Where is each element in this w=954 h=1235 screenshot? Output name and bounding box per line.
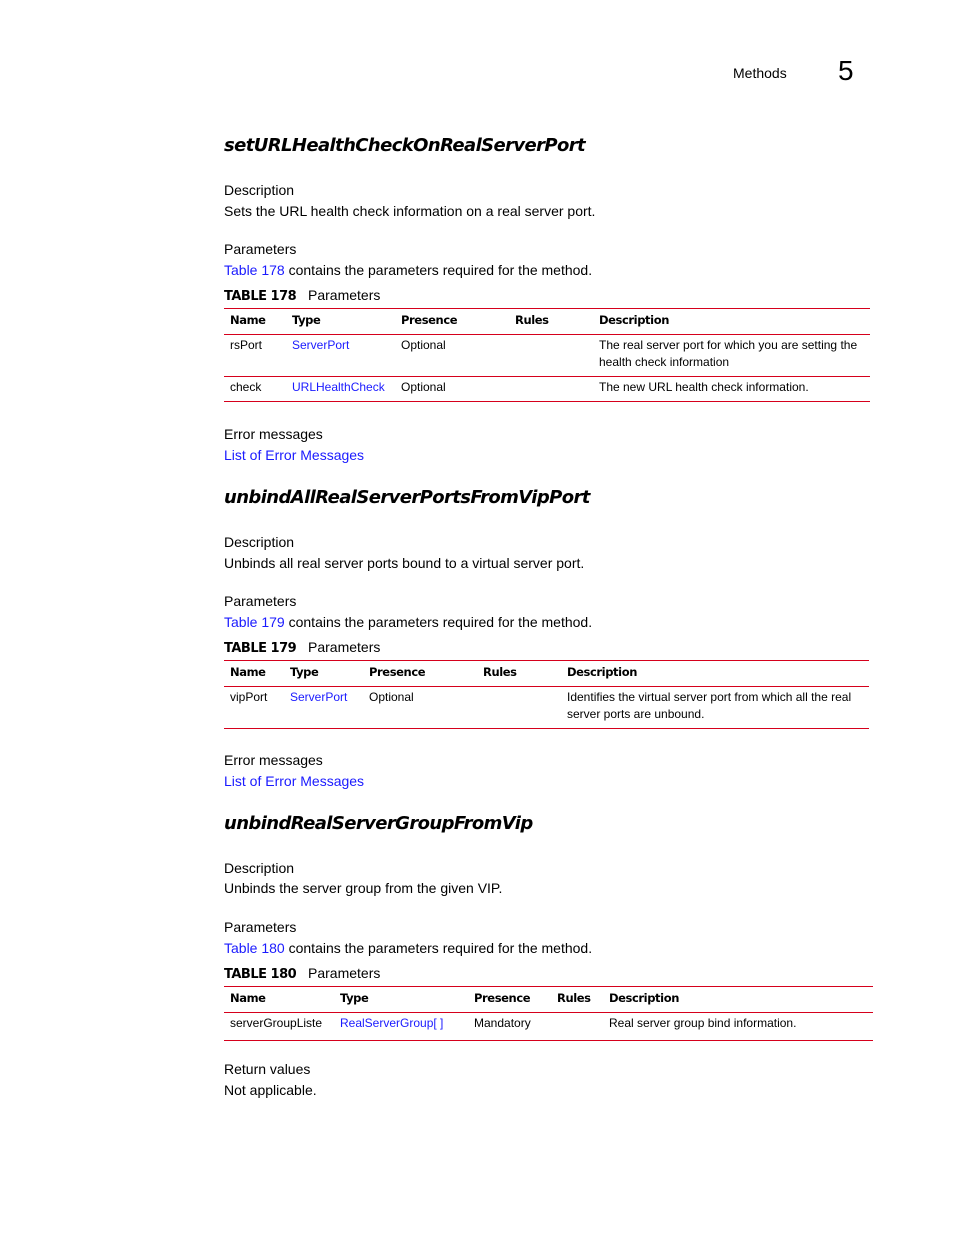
table-number: TABLE 179 xyxy=(224,641,297,656)
table-row xyxy=(224,335,870,377)
error-messages-link[interactable]: List of Error Messages xyxy=(224,773,365,789)
column-header-description: Description xyxy=(561,661,869,687)
cell-description: Identifies the virtual server port from which all the real server ports are unbound. xyxy=(561,687,869,729)
table-178-link[interactable]: Table 178 xyxy=(224,262,285,278)
column-header-description: Description xyxy=(593,309,870,335)
column-header-type: Type xyxy=(284,661,363,687)
column-header-name: Name xyxy=(224,987,334,1013)
cell-rules xyxy=(509,377,593,402)
return-values-text: Not applicable. xyxy=(224,1082,317,1098)
description-text: Unbinds the server group from the given VIP. xyxy=(224,880,503,896)
description-heading: Description xyxy=(224,534,295,550)
column-header-presence: Presence xyxy=(395,309,509,335)
parameters-heading: Parameters xyxy=(224,919,297,935)
table-caption xyxy=(224,964,380,984)
cell-type-link[interactable]: URLHealthCheck xyxy=(286,377,395,402)
table-180-link[interactable]: Table 180 xyxy=(224,940,285,956)
description-text: Unbinds all real server ports bound to a virtual server port. xyxy=(224,555,585,571)
table-caption xyxy=(224,638,380,658)
parameters-table-180 xyxy=(224,986,873,1041)
table-reference-sentence: Table 179 contains the parameters required for the method. xyxy=(224,614,593,630)
column-header-type: Type xyxy=(286,309,395,335)
cell-presence: Mandatory xyxy=(468,1013,551,1041)
cell-type-link[interactable]: RealServerGroup[ ] xyxy=(334,1013,468,1041)
table-caption-text: Parameters xyxy=(308,639,381,655)
cell-type-link[interactable]: ServerPort xyxy=(286,335,395,377)
error-messages-heading: Error messages xyxy=(224,426,323,442)
section-title-set-url-health-check: setURLHealthCheckOnRealServerPort xyxy=(224,135,586,156)
description-heading: Description xyxy=(224,860,295,876)
cell-rules xyxy=(509,335,593,377)
section-title-unbind-real-server-group: unbindRealServerGroupFromVip xyxy=(224,813,533,834)
table-179-link[interactable]: Table 179 xyxy=(224,614,285,630)
column-header-presence: Presence xyxy=(363,661,477,687)
error-messages-heading: Error messages xyxy=(224,752,323,768)
table-caption-text: Parameters xyxy=(308,287,381,303)
section-title-unbind-all-real-server-ports: unbindAllRealServerPortsFromVipPort xyxy=(224,487,590,508)
table-caption-text: Parameters xyxy=(308,965,381,981)
cell-description: Real server group bind information. xyxy=(603,1013,873,1041)
description-text: Sets the URL health check information on a real server port. xyxy=(224,203,596,219)
column-header-name: Name xyxy=(224,309,286,335)
cell-rules xyxy=(477,687,561,729)
cell-type-link[interactable]: ServerPort xyxy=(284,687,363,729)
cell-presence: Optional xyxy=(395,377,509,402)
table-row xyxy=(224,687,869,729)
table-number: TABLE 178 xyxy=(224,289,297,304)
column-header-rules: Rules xyxy=(477,661,561,687)
running-header-label: Methods xyxy=(733,65,787,81)
parameters-table-179 xyxy=(224,660,869,729)
cell-rules xyxy=(551,1013,603,1041)
chapter-number: 5 xyxy=(838,55,854,86)
parameters-table-178 xyxy=(224,308,870,402)
return-values-heading: Return values xyxy=(224,1061,311,1077)
column-header-rules: Rules xyxy=(551,987,603,1013)
description-heading: Description xyxy=(224,182,295,198)
column-header-rules: Rules xyxy=(509,309,593,335)
table-reference-sentence: Table 180 contains the parameters required for the method. xyxy=(224,940,593,956)
cell-description: The real server port for which you are setting the health check information xyxy=(593,335,870,377)
cell-name: check xyxy=(224,377,286,402)
table-number: TABLE 180 xyxy=(224,967,297,982)
column-header-description: Description xyxy=(603,987,873,1013)
error-messages-link[interactable]: List of Error Messages xyxy=(224,447,365,463)
cell-presence: Optional xyxy=(395,335,509,377)
cell-name: serverGroupListe xyxy=(224,1013,334,1041)
column-header-name: Name xyxy=(224,661,284,687)
table-reference-sentence: Table 178 contains the parameters required for the method. xyxy=(224,262,593,278)
cell-description: The new URL health check information. xyxy=(593,377,870,402)
table-row xyxy=(224,1013,873,1041)
table-caption xyxy=(224,286,380,306)
column-header-presence: Presence xyxy=(468,987,551,1013)
column-header-type: Type xyxy=(334,987,468,1013)
cell-presence: Optional xyxy=(363,687,477,729)
parameters-heading: Parameters xyxy=(224,593,297,609)
cell-name: vipPort xyxy=(224,687,284,729)
parameters-heading: Parameters xyxy=(224,241,297,257)
cell-name: rsPort xyxy=(224,335,286,377)
table-row xyxy=(224,377,870,402)
